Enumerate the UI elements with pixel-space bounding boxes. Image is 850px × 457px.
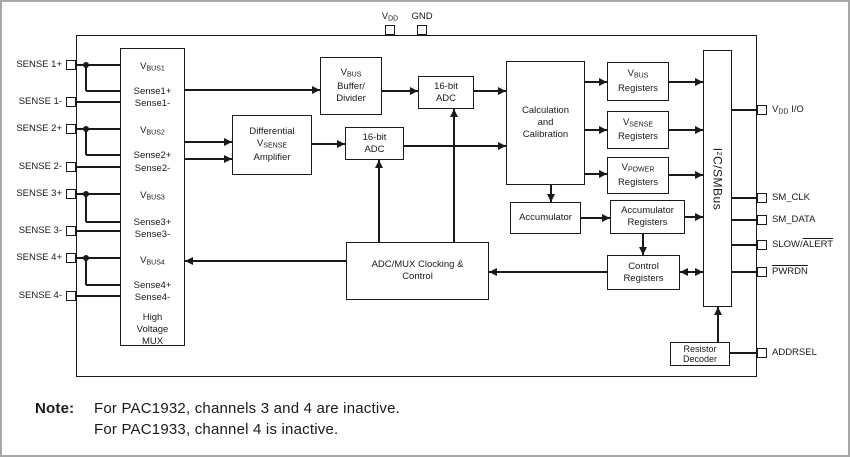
pin-pwrdn — [757, 267, 767, 277]
arrowhead — [185, 257, 193, 265]
right-pin-label-vdd-io: VDD I/O — [772, 104, 804, 116]
block-vsense-registers: VSENSE Registers — [607, 111, 669, 149]
pin-sense3-minus — [66, 226, 76, 236]
right-pin-label-sm-clk: SM_CLK — [772, 192, 811, 203]
block-resistor-decoder: Resistor Decoder — [670, 342, 730, 366]
wire — [76, 295, 120, 297]
junction-dot — [83, 191, 89, 197]
arrowhead — [695, 126, 703, 134]
arrowhead — [375, 160, 383, 168]
mux-row-vbus3: VBUS3 — [140, 190, 165, 202]
left-pin-label: SENSE 4- — [18, 290, 62, 301]
wire — [185, 260, 346, 262]
wire — [730, 352, 757, 354]
pin-sense1-plus — [66, 60, 76, 70]
arrowhead — [714, 307, 722, 315]
mux-row-sense1-minus: Sense1- — [134, 98, 171, 109]
pin-sm-clk — [757, 193, 767, 203]
pin-sense2-minus — [66, 162, 76, 172]
right-pin-label-addrsel: ADDRSEL — [772, 347, 817, 358]
left-pin-label: SENSE 1+ — [16, 59, 62, 70]
wire — [86, 284, 120, 286]
arrowhead — [695, 78, 703, 86]
arrowhead — [498, 142, 506, 150]
wire — [76, 230, 120, 232]
arrowhead — [680, 268, 688, 276]
note-line-2: For PAC1933, channel 4 is inactive. — [94, 421, 339, 438]
block-vpower-registers: VPOWER Registers — [607, 157, 669, 194]
block-adc-16bit-bottom: 16-bit ADC — [345, 127, 404, 160]
pin-sense4-minus — [66, 291, 76, 301]
wire — [732, 197, 757, 199]
i2c-smbus-label: $I^2C$/SMBus — [710, 147, 724, 210]
wire — [85, 194, 87, 222]
arrowhead — [547, 194, 555, 202]
pin-sense3-plus — [66, 189, 76, 199]
arrowhead — [695, 171, 703, 179]
wire — [85, 65, 87, 91]
pin-slow-alert — [757, 240, 767, 250]
wire — [86, 90, 120, 92]
wire — [85, 258, 87, 285]
top-pin-vdd-label: VDD — [381, 11, 399, 23]
wire — [85, 129, 87, 155]
mux-row-sense3-plus: Sense3+ — [133, 217, 172, 228]
block-control-registers: Control Registers — [607, 255, 680, 290]
mux-row-vbus1: VBUS1 — [140, 61, 165, 73]
junction-dot — [83, 126, 89, 132]
pin-vdd — [385, 25, 395, 35]
block-adcmux-clocking-control: ADC/MUX Clocking & Control — [346, 242, 489, 300]
right-pin-label-slow-alert: SLOW/ALERT — [772, 239, 834, 250]
right-pin-label-pwrdn: PWRDN — [772, 266, 808, 277]
top-pin-gnd-label: GND — [411, 11, 433, 22]
right-pin-label-sm-data: SM_DATA — [772, 214, 816, 225]
junction-dot — [83, 62, 89, 68]
block-high-voltage-mux — [120, 48, 185, 346]
block-differential-vsense-amplifier: Differential VSENSE Amplifier — [232, 115, 312, 175]
mux-row-vbus2: VBUS2 — [140, 125, 165, 137]
arrowhead — [599, 126, 607, 134]
pin-sm-data — [757, 215, 767, 225]
left-pin-label: SENSE 1- — [18, 96, 62, 107]
arrowhead — [450, 109, 458, 117]
wire — [732, 219, 757, 221]
wire — [378, 160, 380, 242]
block-accumulator-registers: Accumulator Registers — [610, 200, 685, 234]
mux-row-vbus4: VBUS4 — [140, 255, 165, 267]
note-text — [94, 398, 400, 440]
arrowhead — [224, 155, 232, 163]
block-vbus-registers: VBUS Registers — [607, 62, 669, 101]
left-pin-label: SENSE 2- — [18, 161, 62, 172]
block-accumulator: Accumulator — [510, 202, 581, 234]
arrowhead — [312, 86, 320, 94]
arrowhead — [639, 247, 647, 255]
arrowhead — [599, 78, 607, 86]
note-line-1: For PAC1932, channels 3 and 4 are inactive. — [94, 400, 400, 417]
pin-vdd-io — [757, 105, 767, 115]
mux-row-sense2-minus: Sense2- — [134, 163, 171, 174]
wire — [732, 271, 757, 273]
pin-sense4-plus — [66, 253, 76, 263]
arrowhead — [602, 214, 610, 222]
left-pin-label: SENSE 3+ — [16, 188, 62, 199]
wire — [76, 166, 120, 168]
arrowhead — [410, 87, 418, 95]
block-vbus-buffer-divider: VBUS Buffer/ Divider — [320, 57, 382, 115]
block-i2c-smbus — [703, 50, 732, 307]
note-label: Note: — [35, 400, 75, 417]
wire — [732, 244, 757, 246]
mux-row-sense4-plus: Sense4+ — [133, 280, 172, 291]
arrowhead — [695, 213, 703, 221]
pin-addrsel — [757, 348, 767, 358]
wire — [453, 109, 455, 242]
mux-row-sense2-plus: Sense2+ — [133, 150, 172, 161]
wire — [86, 154, 120, 156]
pin-sense2-plus — [66, 124, 76, 134]
junction-dot — [83, 255, 89, 261]
arrowhead — [337, 140, 345, 148]
arrowhead — [224, 138, 232, 146]
wire — [404, 145, 506, 147]
mux-row-sense3-minus: Sense3- — [134, 229, 171, 240]
left-pin-label: SENSE 4+ — [16, 252, 62, 263]
block-adc-16bit-top: 16-bit ADC — [418, 76, 474, 109]
block-calculation-calibration: Calculation and Calibration — [506, 61, 585, 185]
left-pin-label: SENSE 3- — [18, 225, 62, 236]
wire — [86, 221, 120, 223]
mux-row-sense4-minus: Sense4- — [134, 292, 171, 303]
arrowhead — [489, 268, 497, 276]
arrowhead — [695, 268, 703, 276]
mux-name: High Voltage MUX — [136, 312, 169, 347]
arrowhead — [599, 170, 607, 178]
wire — [185, 89, 320, 91]
wire — [76, 101, 120, 103]
left-pin-label: SENSE 2+ — [16, 123, 62, 134]
wire — [732, 109, 757, 111]
note — [35, 398, 400, 440]
arrowhead — [498, 87, 506, 95]
pin-gnd — [417, 25, 427, 35]
pin-sense1-minus — [66, 97, 76, 107]
mux-row-sense1-plus: Sense1+ — [133, 86, 172, 97]
wire — [489, 271, 607, 273]
